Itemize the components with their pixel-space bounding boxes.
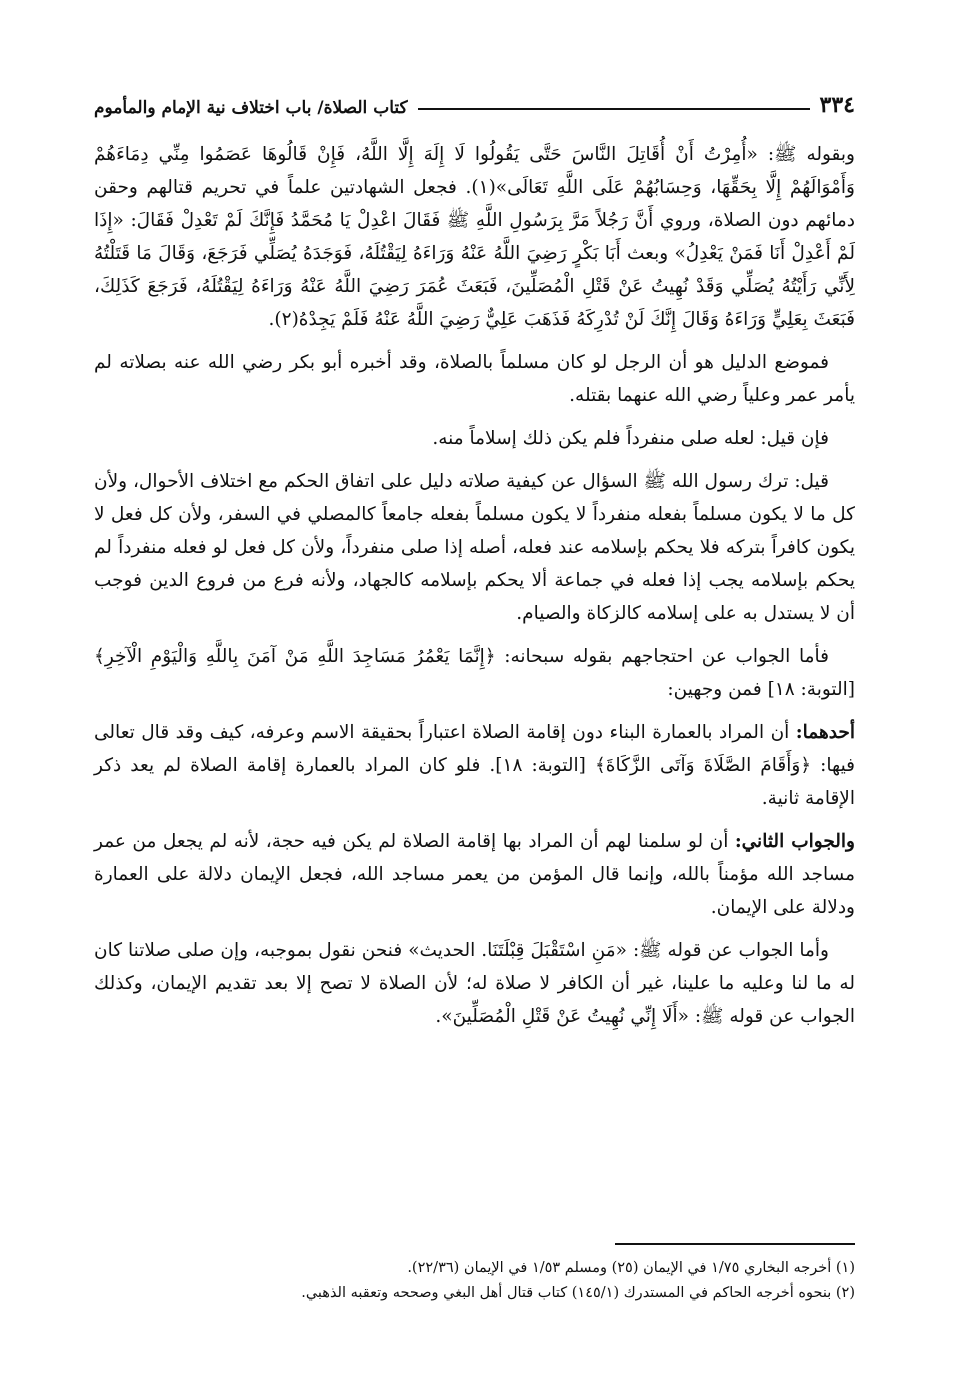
paragraph-3 [94, 422, 855, 455]
page-number: ٣٣٤ [819, 92, 855, 118]
paragraph-5 [94, 640, 855, 706]
paragraph-text: قيل: ترك رسول الله ﷺ السؤال عن كيفية صلاته دليل على اتفاق الحكم مع اختلاف الأحوال، ولأن كل ما لا يكون مسلماً بفعله منفرداً لا يكون مسلماً بفعله جامعاً كالمصلي في السفر، ولأن كل فعل لا يكون كافراً بتركه فلا يحكم بإسلامه عند فعله، أصله إذا صلى منفرداً، ولأن كل فعل لو فعله منفرداً لم يحكم بإسلامه يجب إذا فعله في جماعة ألا يحكم بإسلامه كالجهاد، ولأنه فرع من فروع الدين فوجب أن لا يستدل به على إسلامه كالزكاة والصيام. [94, 471, 855, 624]
paragraph-7 [94, 825, 855, 924]
paragraph-2 [94, 346, 855, 412]
footnote-rule [615, 1243, 855, 1245]
page-body [94, 138, 855, 1043]
paragraph-text: وبقوله ﷺ: «أُمِرْتُ أَنْ أُقَاتِلَ النَّاسَ حَتَّى يَقُولُوا لَا إِلَهَ إِلَّا اللَّهُ، فَإِنْ قَالُوهَا عَصَمُوا مِنِّي دِمَاءَهُمْ وَأَمْوَالَهُمْ إِلَّا بِحَقِّهَا، وَحِسَابُهُمْ عَلَى اللَّهِ تَعَالَى»(١). فجعل الشهادتين علماً في تحريم قتالهم وحقن دمائهم دون الصلاة، وروي أَنَّ رَجُلاً مَرَّ بِرَسُولِ اللَّهِ ﷺ فَقَالَ اعْدِلْ يَا مُحَمَّدُ فَإِنَّكَ لَمْ تَعْدِلْ فَقَالَ: «إِذَا لَمْ أَعْدِلْ أَنَا فَمَنْ يَعْدِلُ» وبعث أَبَا بَكْرٍ رَضِيَ اللَّهُ عَنْهُ وَرَاءَهُ لِيَقْتُلَهُ، فَوَجَدَهُ يُصَلِّي فَرَجَعَ، وَقَالَ مَا قَتَلْتُهُ لِأَنِّي رَأَيْتُهُ يُصَلِّي وَقَدْ نُهِيتُ عَنْ قَتْلِ الْمُصَلِّينَ، فَبَعَثَ عُمَرَ رَضِيَ اللَّهُ عَنْهُ وَرَاءَهُ لِيَقْتُلَهُ، فَرَجَعَ كَذَلِكَ، فَبَعَثَ بِعَلِيٍّ وَرَاءَهُ وَقَالَ إِنَّكَ لَنْ تُدْرِكَهُ فَذَهَبَ عَلِيٌّ رَضِيَ اللَّهُ عَنْهُ فَلَمْ يَجِدْهُ(٢). [94, 144, 855, 330]
paragraph-8 [94, 934, 855, 1033]
paragraph-1 [94, 138, 855, 336]
page-header [94, 82, 855, 118]
paragraph-6 [94, 716, 855, 815]
footnote-2: (٢) بنحوه أخرجه الحاكم في المستدرك (١٤٥/١) كتاب قتال أهل البغي وصححه وتعقبه الذهبي. [301, 1285, 855, 1301]
paragraph-text: فأما الجواب عن احتجاجهم بقوله سبحانه: ﴿إِنَّمَا يَعْمُرُ مَسَاجِدَ اللَّهِ مَنْ آمَنَ بِاللَّهِ وَالْيَوْمِ الْآخِرِ﴾ [التوبة: ١٨] فمن وجهين: [94, 646, 855, 700]
paragraph-text: وأما الجواب عن قوله ﷺ: «مَنِ اسْتَقْبَلَ قِبْلَتَنَا. الحديث» فنحن نقول بموجبه، وإن صلى صلاتنا كان له ما لنا وعليه ما علينا، غير أن الكافر لا صلاة له؛ لأن الصلاة لا تصح إلا بعد تقديم الإيمان، وكذلك الجواب عن قوله ﷺ: «أَلَا إِنِّي نُهِيتُ عَنْ قَتْلِ الْمُصَلِّينَ». [94, 940, 855, 1027]
header-rule [418, 108, 810, 110]
footnote-1: (١) أخرجه البخاري ١/٧٥ في الإيمان (٢٥) ومسلم ١/٥٣ في الإيمان (٢٢/٣٦). [407, 1260, 855, 1276]
running-title: كتاب الصلاة/ باب اختلاف نية الإمام والمأموم [94, 98, 408, 118]
footnotes [94, 1256, 855, 1306]
paragraph-text: أن المراد بالعمارة البناء دون إقامة الصلاة اعتباراً بحقيقة الاسم وعرفه، كيف وقد قال تعالى فيها: ﴿وَأَقَامَ الصَّلَاةَ وَآتَى الزَّكَاةَ﴾ [التوبة: ١٨]. فلو كان المراد بالعمارة إقامة الصلاة لم يعد ذكر الإقامة ثانية. [94, 722, 855, 809]
paragraph-text: أن لو سلمنا لهم أن المراد بها إقامة الصلاة لم يكن فيه حجة، لأنه لم يجعل من عمر مساجد الله مؤمناً بالله، وإنما قال المؤمن من يعمر مساجد الله، فجعل الإيمان دلالة على العمارة ودلالة على الإيمان. [94, 831, 855, 918]
paragraph-lead: أحدهما: [795, 722, 855, 743]
paragraph-text: فموضع الدليل هو أن الرجل لو كان مسلماً بالصلاة، وقد أخبره أبو بكر رضي الله عنه بصلاته لم يأمر عمر وعلياً رضي الله عنهما بقتله. [94, 352, 855, 406]
paragraph-lead: والجواب الثاني: [734, 831, 855, 852]
paragraph-text: فإن قيل: لعله صلى منفرداً فلم يكن ذلك إسلاماً منه. [432, 428, 829, 449]
paragraph-4 [94, 465, 855, 630]
